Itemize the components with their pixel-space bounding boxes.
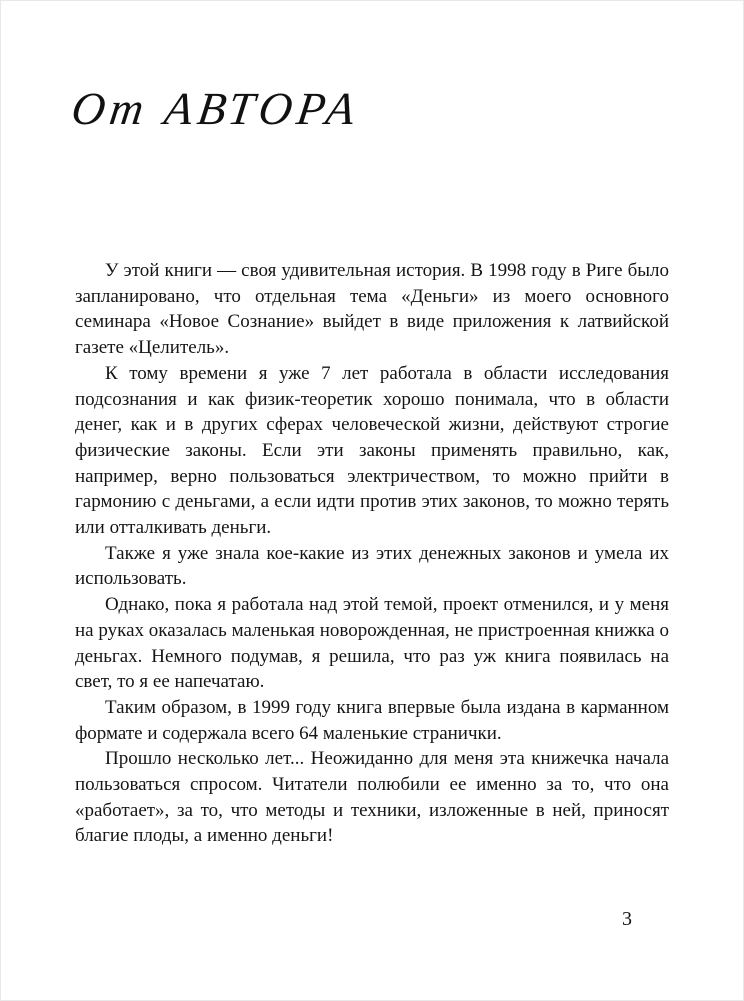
paragraph: Таким образом, в 1999 году книга впервые была издана в карманном формате и содержала всего 64 маленькие странички.	[75, 696, 669, 744]
chapter-heading: От АВТОРА	[68, 83, 364, 134]
paragraph: Однако, пока я работала над этой темой, проект отменился, и у меня на руках оказалась маленькая новорожденная, не пристроенная книжка о деньгах. Немного подумав, я решила, что раз уж книга появилась на свет, то я ее напечатаю.	[75, 594, 669, 693]
page-body	[75, 258, 669, 849]
paragraph: К тому времени я уже 7 лет работала в области исследования подсознания и как физик-теоретик хорошо понимала, что в области денег, как и в других сферах человеческой жизни, действуют строгие физические законы. Если эти законы применять правильно, как, например, верно пользоваться электричеством, то можно прийти в гармонию с деньгами, а если идти против этих законов, то можно терять или отталкивать деньги.	[75, 362, 669, 539]
paragraph: У этой книги — своя удивительная история. В 1998 году в Риге было запланировано, что отдельная тема «Деньги» из моего основного семинара «Новое Сознание» выйдет в виде приложения к латвийской газете «Целитель».	[75, 260, 669, 359]
paragraph: Также я уже знала кое-какие из этих денежных законов и умела их использовать.	[75, 542, 669, 590]
paragraph: Прошло несколько лет... Неожиданно для меня эта книжечка начала пользоваться спросом. Читатели полюбили ее именно за то, что она «работает», за то, что методы и техники, изложенные в ней, приносят благие плоды, а именно деньги!	[75, 748, 669, 847]
page-number: 3	[622, 908, 632, 930]
